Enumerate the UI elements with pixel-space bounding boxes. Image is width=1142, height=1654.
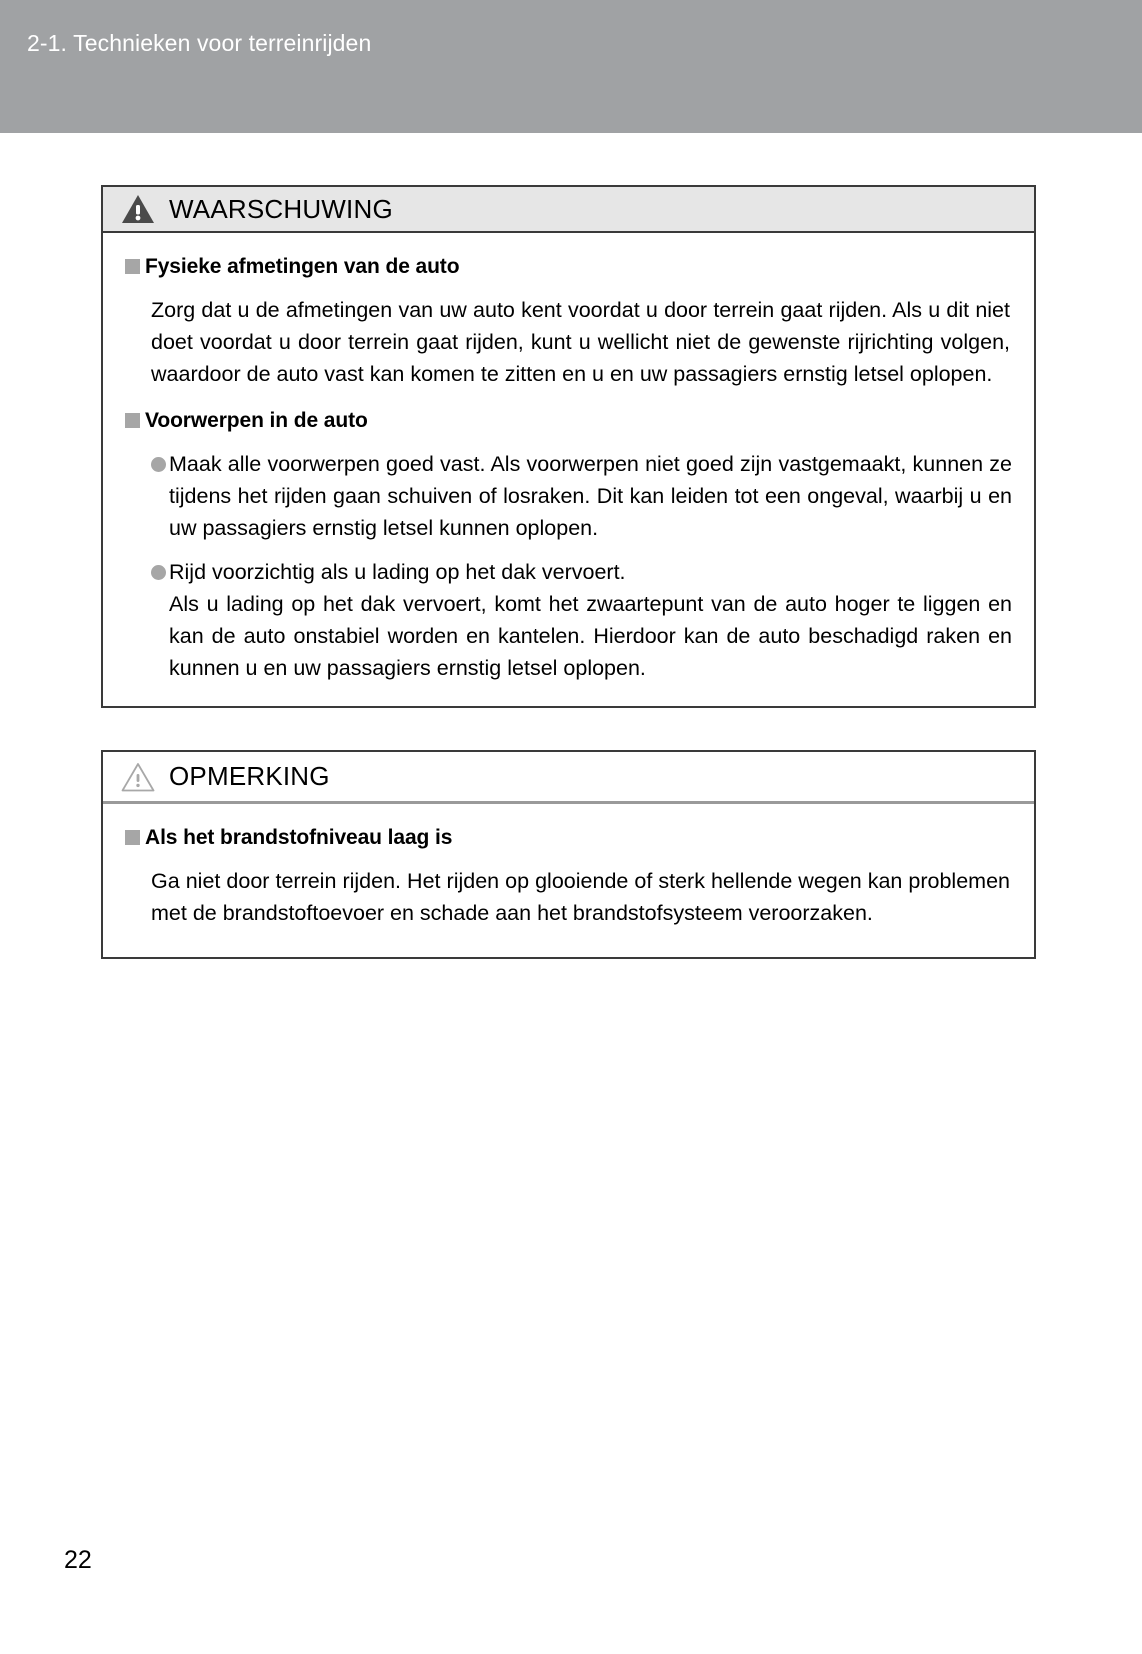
page-content — [101, 185, 1036, 1001]
warning-triangle-filled-icon — [121, 194, 155, 224]
subsection-heading-label: Voorwerpen in de auto — [145, 409, 368, 432]
disc-bullet-icon — [151, 565, 166, 580]
notice-callout-title: OPMERKING — [169, 761, 330, 791]
page-number: 22 — [64, 1546, 92, 1574]
body-paragraph: Zorg dat u de afmetingen van uw auto kent voordat u door terrein gaat rijden. Als u dit niet doet voordat u door terrein gaat rijden, kunt u wellicht niet de gewenste rijrichting volgen, waardoor de auto vast kan komen te zitten en u en uw passagiers ernstig letsel oplopen. — [151, 298, 1010, 386]
warning-callout-body — [103, 233, 1034, 706]
warning-callout-box — [101, 185, 1036, 708]
notice-callout-box — [101, 750, 1036, 959]
page-running-header — [0, 0, 1142, 133]
list-item-text: Maak alle voorwerpen goed vast. Als voorwerpen niet goed zijn vastgemaakt, kunnen ze tijdens het rijden gaan schuiven of losraken. Dit kan leiden tot een ongeval, waarbij u en uw passagiers ernstig letsel kunnen oplopen. — [169, 452, 1012, 540]
section-breadcrumb: 2-1. Technieken voor terreinrijden — [27, 30, 372, 56]
list-item — [125, 556, 1012, 684]
subsection-heading-label: Fysieke afmetingen van de auto — [145, 255, 460, 278]
notice-callout-body — [103, 804, 1034, 957]
disc-bullet-icon — [151, 457, 166, 472]
list-item-text: Rijd voorzichtig als u lading op het dak vervoert. Als u lading op het dak vervoert, komt het zwaartepunt van de auto hoger te liggen en kan de auto onstabiel worden en kantelen. Hierdoor kan de auto beschadigd raken en kunnen u en uw passagiers ernstig letsel oplopen. — [169, 560, 1012, 680]
subsection-heading — [125, 823, 1012, 853]
square-bullet-icon — [125, 259, 140, 274]
body-paragraph: Ga niet door terrein rijden. Het rijden op glooiende of sterk hellende wegen kan problemen met de brandstoftoevoer en schade aan het brandstofsysteem veroorzaken. — [151, 869, 1010, 925]
warning-callout-title: WAARSCHUWING — [169, 193, 393, 224]
subsection-heading — [125, 252, 1012, 282]
subsection-heading-label: Als het brandstofniveau laag is — [145, 826, 453, 849]
notice-callout-header — [103, 752, 1034, 804]
square-bullet-icon — [125, 830, 140, 845]
subsection-heading — [125, 406, 1012, 436]
warning-triangle-outline-icon — [121, 762, 155, 792]
warning-callout-header — [103, 187, 1034, 233]
list-item — [125, 448, 1012, 544]
square-bullet-icon — [125, 413, 140, 428]
